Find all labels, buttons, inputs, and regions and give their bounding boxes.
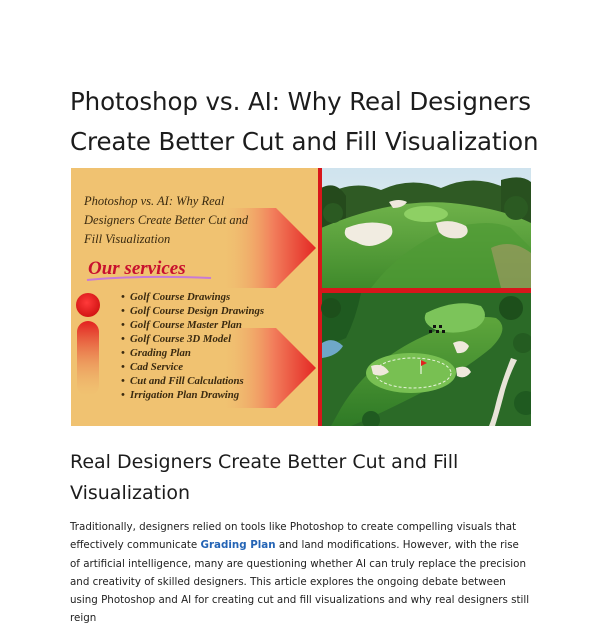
service-item: Grading Plan bbox=[130, 347, 191, 359]
red-dot bbox=[76, 293, 100, 317]
svg-text:•: • bbox=[121, 291, 125, 303]
banner-title-line2: Designers Create Better Cut and bbox=[84, 213, 249, 227]
svg-text:•: • bbox=[121, 361, 125, 373]
intro-paragraph bbox=[70, 518, 532, 628]
svg-text:•: • bbox=[121, 305, 125, 317]
intro-text-end: and land modifications. However, with the rise of artificial intelligence, many are questioning whether AI can truly replace the precision and creativity of skilled designers. This article explores the ongoing debate between using Photoshop and AI for creating cut and fill visualizations and why real designers still reign bbox=[70, 539, 530, 625]
svg-text:•: • bbox=[121, 333, 125, 345]
service-item: Golf Course Drawings bbox=[130, 291, 231, 303]
section-heading: Real Designers Create Better Cut and Fill Visualization bbox=[70, 451, 459, 504]
service-item: Golf Course Design Drawings bbox=[130, 305, 265, 317]
golf-render-bottom bbox=[321, 293, 531, 426]
svg-text:•: • bbox=[121, 347, 125, 359]
service-item: Golf Course Master Plan bbox=[130, 319, 242, 331]
svg-text:•: • bbox=[121, 375, 125, 387]
banner-title-line1: Photoshop vs. AI: Why Real bbox=[84, 194, 225, 208]
service-item: Cad Service bbox=[130, 361, 184, 373]
horizontal-divider bbox=[321, 288, 531, 293]
featured-image bbox=[71, 168, 531, 426]
services-heading: Our services bbox=[88, 258, 186, 279]
golf-render-top bbox=[321, 168, 531, 288]
service-item: Cut and Fill Calculations bbox=[130, 375, 244, 387]
page-title: Photoshop vs. AI: Why Real Designers Create Better Cut and Fill Visualization bbox=[70, 87, 539, 156]
service-item: Irrigation Plan Drawing bbox=[130, 389, 240, 401]
red-fade-bar bbox=[77, 321, 99, 396]
vertical-divider bbox=[318, 168, 322, 426]
grading-plan-link[interactable]: Grading Plan bbox=[200, 539, 276, 552]
banner-title-line3: Fill Visualization bbox=[84, 232, 171, 246]
intro-text-start: Traditionally, designers relied on tools like Photoshop to create compelling visuals that effectively communicate bbox=[70, 521, 517, 552]
service-item: Golf Course 3D Model bbox=[130, 333, 232, 345]
svg-text:•: • bbox=[121, 319, 125, 331]
svg-text:•: • bbox=[121, 389, 125, 401]
